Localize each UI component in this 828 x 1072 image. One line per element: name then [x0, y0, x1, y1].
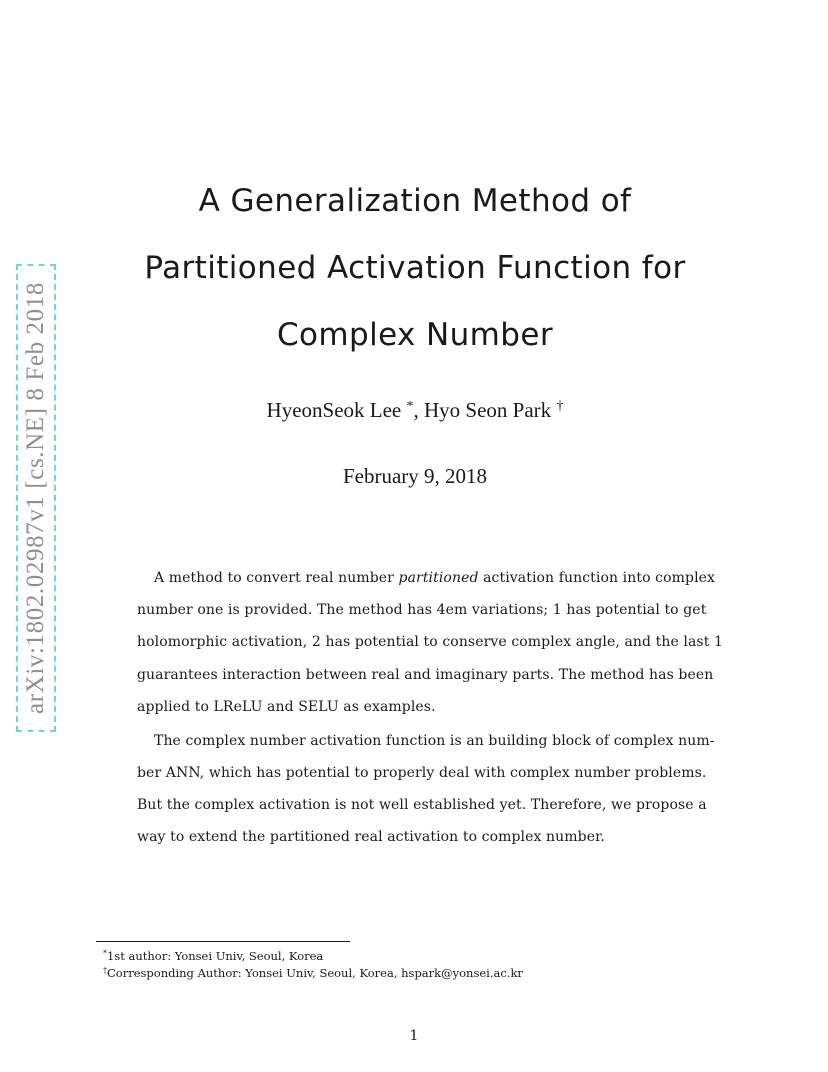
arxiv-stamp — [16, 264, 56, 732]
footnote-marker-1[interactable]: * — [406, 399, 414, 414]
abstract-line: number one is provided. The method has 4em variations; 1 has potential to get — [137, 602, 707, 618]
abstract-text: A method to convert real number — [154, 570, 399, 586]
abstract-line — [154, 569, 716, 587]
publication-date: February 9, 2018 — [342, 464, 488, 488]
footnote-2 — [103, 963, 523, 981]
abstract-line: But the complex activation is not well established yet. Therefore, we propose a — [137, 797, 707, 813]
author-list — [90, 398, 740, 423]
page-number: 1 — [409, 1028, 419, 1044]
paper-title-line-3: Complex Number — [277, 317, 553, 353]
abstract-text: activation function into complex — [478, 570, 716, 586]
abstract-line: way to extend the partitioned real activation to complex number. — [137, 829, 605, 845]
footnote-rule — [96, 941, 350, 942]
author-separator: , — [413, 398, 419, 422]
footnote-mark: † — [103, 966, 107, 975]
paper-title-line-2: Partitioned Activation Function for — [144, 250, 686, 286]
abstract-line: The complex number activation function is an building block of complex num- — [154, 733, 715, 749]
paper-title-line-1: A Generalization Method of — [198, 183, 632, 219]
author-name-1: HyeonSeok Lee — [266, 398, 402, 422]
footnote-1 — [103, 946, 323, 964]
arxiv-identifier: arXiv:1802.02987v1 [cs.NE] 8 Feb 2018 — [22, 282, 49, 714]
abstract-line: holomorphic activation, 2 has potential to conserve complex angle, and the last 1 — [137, 634, 723, 650]
abstract-line: guarantees interaction between real and imaginary parts. The method has been — [137, 667, 714, 683]
footnote-text: 1st author: Yonsei Univ, Seoul, Korea — [107, 949, 324, 963]
abstract-emphasis: partitioned — [398, 570, 479, 586]
author-name-2: Hyo Seon Park — [424, 398, 552, 422]
footnote-text: Corresponding Author: Yonsei Univ, Seoul, Korea, hspark@yonsei.ac.kr — [107, 966, 523, 980]
footnote-marker-2[interactable]: † — [556, 399, 564, 414]
abstract-line: ber ANN, which has potential to properly deal with complex number problems. — [137, 765, 707, 781]
footnote-mark: * — [103, 949, 107, 958]
abstract-line: applied to LReLU and SELU as examples. — [137, 699, 436, 715]
